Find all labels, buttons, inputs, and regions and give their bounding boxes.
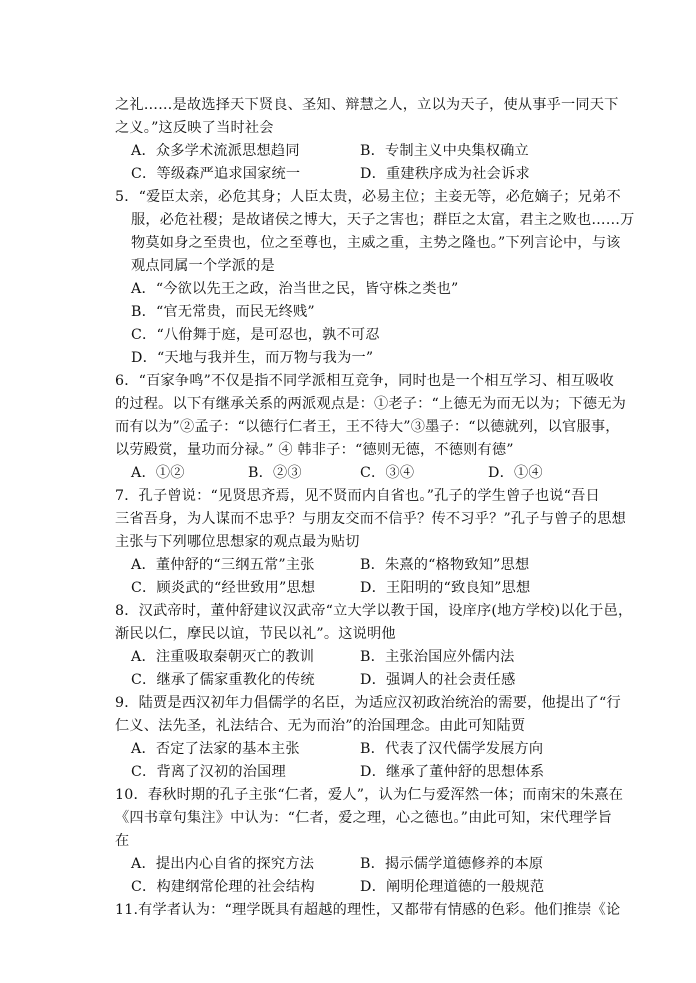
q5-line-3: 物莫如身之至贵也，位之至尊也，主威之重，主势之隆也。”下列言论中，与该 xyxy=(131,235,621,251)
q8-line-2: 渐民以仁，摩民以谊，节民以礼”。这说明他 xyxy=(115,626,396,642)
q6-line-1: 6．“百家争鸣”不仅是指不同学派相互竞争，同时也是一个相互学习、相互吸收 xyxy=(115,373,614,389)
q10-option-a: A．提出内心自省的探究方法 xyxy=(131,856,315,872)
q7-line-1: 7．孔子曾说：“见贤思齐焉，见不贤而内自省也。”孔子的学生曾子也说“吾日 xyxy=(115,488,600,504)
q8-line-1: 8．汉武帝时，董仲舒建议汉武帝“立大学以教于国，设庠序(地方学校)以化于邑， xyxy=(115,603,633,619)
q5-option-d: D．“天地与我并生，而万物与我为一” xyxy=(131,350,374,366)
q9-line-1: 9．陆贾是西汉初年力倡儒学的名臣，为适应汉初政治统治的需要，他提出了“行 xyxy=(115,695,621,711)
q8-option-a: A．注重吸取秦朝灭亡的教训 xyxy=(131,649,315,665)
q7-option-d: D．王阳明的“致良知”思想 xyxy=(360,580,531,596)
q4-option-c: C．等级森严追求国家统一 xyxy=(131,166,301,182)
q5-line-4: 观点同属一个学派的是 xyxy=(131,258,275,274)
q4-line-2: 之义。”这反映了当时社会 xyxy=(115,120,274,136)
q6-option-c: C．③④ xyxy=(360,465,415,481)
q9-line-2: 仁义、法先圣，礼法结合、无为而治”的治国理念。由此可知陆贾 xyxy=(115,718,526,734)
q10-option-d: D．阐明伦理道德的一般规范 xyxy=(360,879,545,895)
q10-line-2: 《四书章句集注》中认为：“仁者，爱之理，心之德也。”由此可知，宋代理学旨 xyxy=(115,810,612,826)
q10-line-1: 10．春秋时期的孔子主张“仁者，爱人”，认为仁与爱浑然一体；而南宋的朱熹在 xyxy=(115,787,624,803)
q10-line-3: 在 xyxy=(115,833,130,849)
q7-line-3: 主张与下列哪位思想家的观点最为贴切 xyxy=(115,534,360,550)
q6-line-4: 以劳殿赏，量功而分禄。” ④ 韩非子：“德则无德，不德则有德” xyxy=(115,442,514,458)
q6-option-d: D．①④ xyxy=(488,465,543,481)
q5-line-2: 服，必危社稷；是故诸侯之博大，天子之害也；群臣之太富，君主之败也……万 xyxy=(131,212,635,228)
q6-option-b: B．②③ xyxy=(248,465,302,481)
q4-option-b: B．专制主义中央集权确立 xyxy=(360,143,529,159)
q7-option-c: C．顾炎武的“经世致用”思想 xyxy=(131,580,316,596)
q9-option-c: C．背离了汉初的治国理 xyxy=(131,764,286,780)
q8-option-c: C．继承了儒家重教化的传统 xyxy=(131,672,315,688)
q11-line-1: 11.有学者认为：“理学既具有超越的理性，又都带有情感的色彩。他们推崇《论 xyxy=(115,902,621,918)
q7-option-b: B．朱熹的“格物致知”思想 xyxy=(360,557,530,573)
q4-line-1: 之礼……是故选择天下贤良、圣知、辩慧之人，立以为天子，使从事乎一同天下 xyxy=(115,97,619,113)
q6-line-2: 的过程。以下有继承关系的两派观点是：①老子：“上德无为而无以为；下德无为 xyxy=(115,396,627,412)
q9-option-d: D．继承了董仲舒的思想体系 xyxy=(360,764,545,780)
q9-option-b: B．代表了汉代儒学发展方向 xyxy=(360,741,544,757)
q5-option-a: A．“今欲以先王之政，治当世之民，皆守株之类也” xyxy=(131,281,459,297)
q7-option-a: A．董仲舒的“三纲五常”主张 xyxy=(131,557,315,573)
q5-line-1: 5．“爱臣太亲，必危其身；人臣太贵，必易主位；主妾无等，必危嫡子；兄弟不 xyxy=(115,189,621,205)
q4-option-a: A．众多学术流派思想趋同 xyxy=(131,143,300,159)
q5-option-c: C．“八佾舞于庭，是可忍也，孰不可忍 xyxy=(131,327,380,343)
q9-option-a: A．否定了法家的基本主张 xyxy=(131,741,300,757)
q10-option-b: B．揭示儒学道德修养的本原 xyxy=(360,856,544,872)
q5-option-b: B．“官无常贵，而民无终贱” xyxy=(131,304,315,320)
q10-option-c: C．构建纲常伦理的社会结构 xyxy=(131,879,315,895)
q7-line-2: 三省吾身，为人谋而不忠乎？与朋友交而不信乎？传不习乎？”孔子与曾子的思想 xyxy=(115,511,627,527)
q8-option-d: D．强调人的社会责任感 xyxy=(360,672,516,688)
q6-line-3: 而有以为”②孟子：“以德行仁者王，王不待大”③墨子：“以德就列，以官服事， xyxy=(115,419,620,435)
q6-option-a: A．①② xyxy=(131,465,185,481)
q8-option-b: B．主张治国应外儒内法 xyxy=(360,649,515,665)
q4-option-d: D．重建秩序成为社会诉求 xyxy=(360,166,530,182)
